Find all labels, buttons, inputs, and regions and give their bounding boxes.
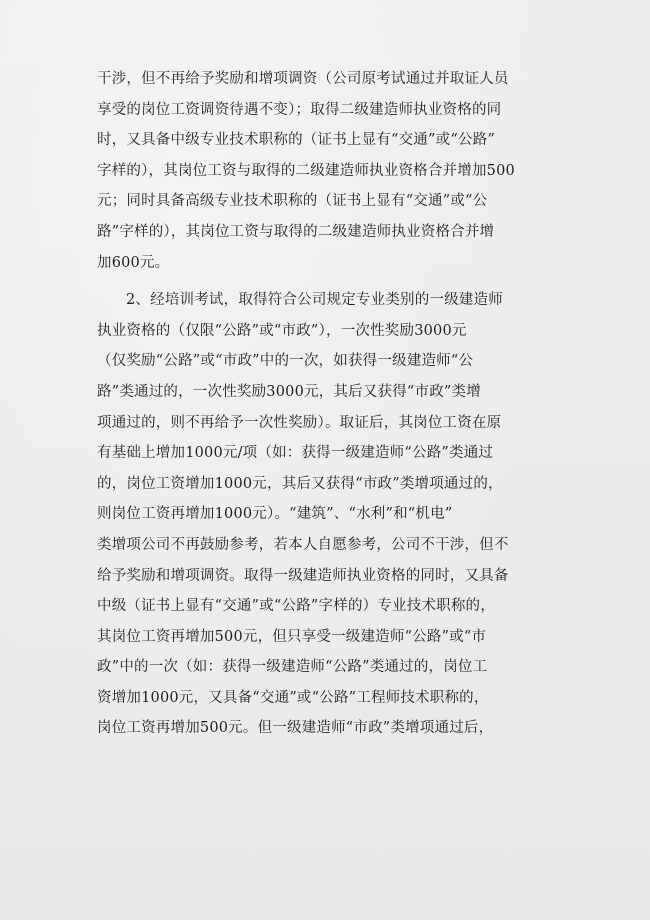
- paragraph-2-line: 其岗位工资再增加500元，但只享受一级建造师“公路”或“市: [97, 628, 487, 645]
- paragraph-2-line: 资增加1000元，又具备“交通”或“公路”工程师技术职称的，: [97, 689, 489, 706]
- paragraph-2-line: 有基础上增加1000元/项（如：获得一级建造师“公路”类通过: [97, 445, 494, 462]
- paragraph-2-line: [97, 744, 557, 775]
- paragraph-2-line: [97, 805, 557, 836]
- paragraph-1-line: 元；同时具备高级专业技术职称的（证书上显有“交通”或“公: [97, 193, 488, 210]
- paragraph-1-line: 享受的岗位工资调资待遇不变）；取得二级建造师执业资格的同: [97, 101, 502, 118]
- paragraph-2-line: [97, 775, 557, 806]
- paragraph-1-line: 时，又具备中级专业技术职称的（证书上显有“交通”或“公路”: [97, 132, 495, 149]
- paragraph-1-line: 路”字样的），其岗位工资与取得的二级建造师执业资格合并增: [97, 223, 495, 240]
- paragraph-2-line: 2、经培训考试，取得符合公司规定专业类别的一级建造师: [126, 292, 503, 309]
- paragraph-1: [97, 64, 557, 278]
- paragraph-2: [97, 285, 557, 836]
- paragraph-2-line: 类增项公司不再鼓励参考，若本人自愿参考，公司不干涉，但不: [97, 536, 509, 553]
- paragraph-2-line: （仅奖励“公路”或“市政”中的一次，如获得一级建造师“公: [97, 353, 474, 370]
- paragraph-2-line: 岗位工资再增加500元。但一级建造师“市政”类增项通过后，: [97, 720, 494, 737]
- paragraph-2-line: 的，岗位工资增加1000元，其后又获得“市政”类增项通过的，: [97, 475, 503, 492]
- paragraph-2-line: 则岗位工资再增加1000元）。“建筑”、“水利”和“机电”: [97, 506, 453, 523]
- paragraph-2-line: 中级（证书上显有“交通”或“公路”字样的）专业技术职称的，: [97, 598, 495, 615]
- paragraph-2-line: 路”类通过的，一次性奖励3000元，其后又获得“市政”类增: [97, 383, 481, 400]
- paragraph-2-line: 执业资格的（仅限“公路”或“市政”），一次性奖励3000元: [97, 322, 467, 339]
- paragraph-1-line: 字样的），其岗位工资与取得的二级建造师执业资格合并增加500: [97, 162, 515, 179]
- paragraph-gap: [97, 278, 557, 285]
- paragraph-2-line: 项通过的，则不再给予一次性奖励）。取证后，其岗位工资在原: [97, 414, 502, 431]
- document-body: [97, 64, 557, 836]
- paragraph-1-line: 干涉，但不再给予奖励和增项调资（公司原考试通过并取证人员: [97, 71, 509, 87]
- paragraph-1-line: 加600元。: [97, 254, 170, 271]
- paragraph-2-line: 政”中的一次（如：获得一级建造师“公路”类通过的，岗位工: [97, 659, 488, 676]
- paragraph-2-line: 给予奖励和增项调资。取得一级建造师执业资格的同时，又具备: [97, 567, 509, 584]
